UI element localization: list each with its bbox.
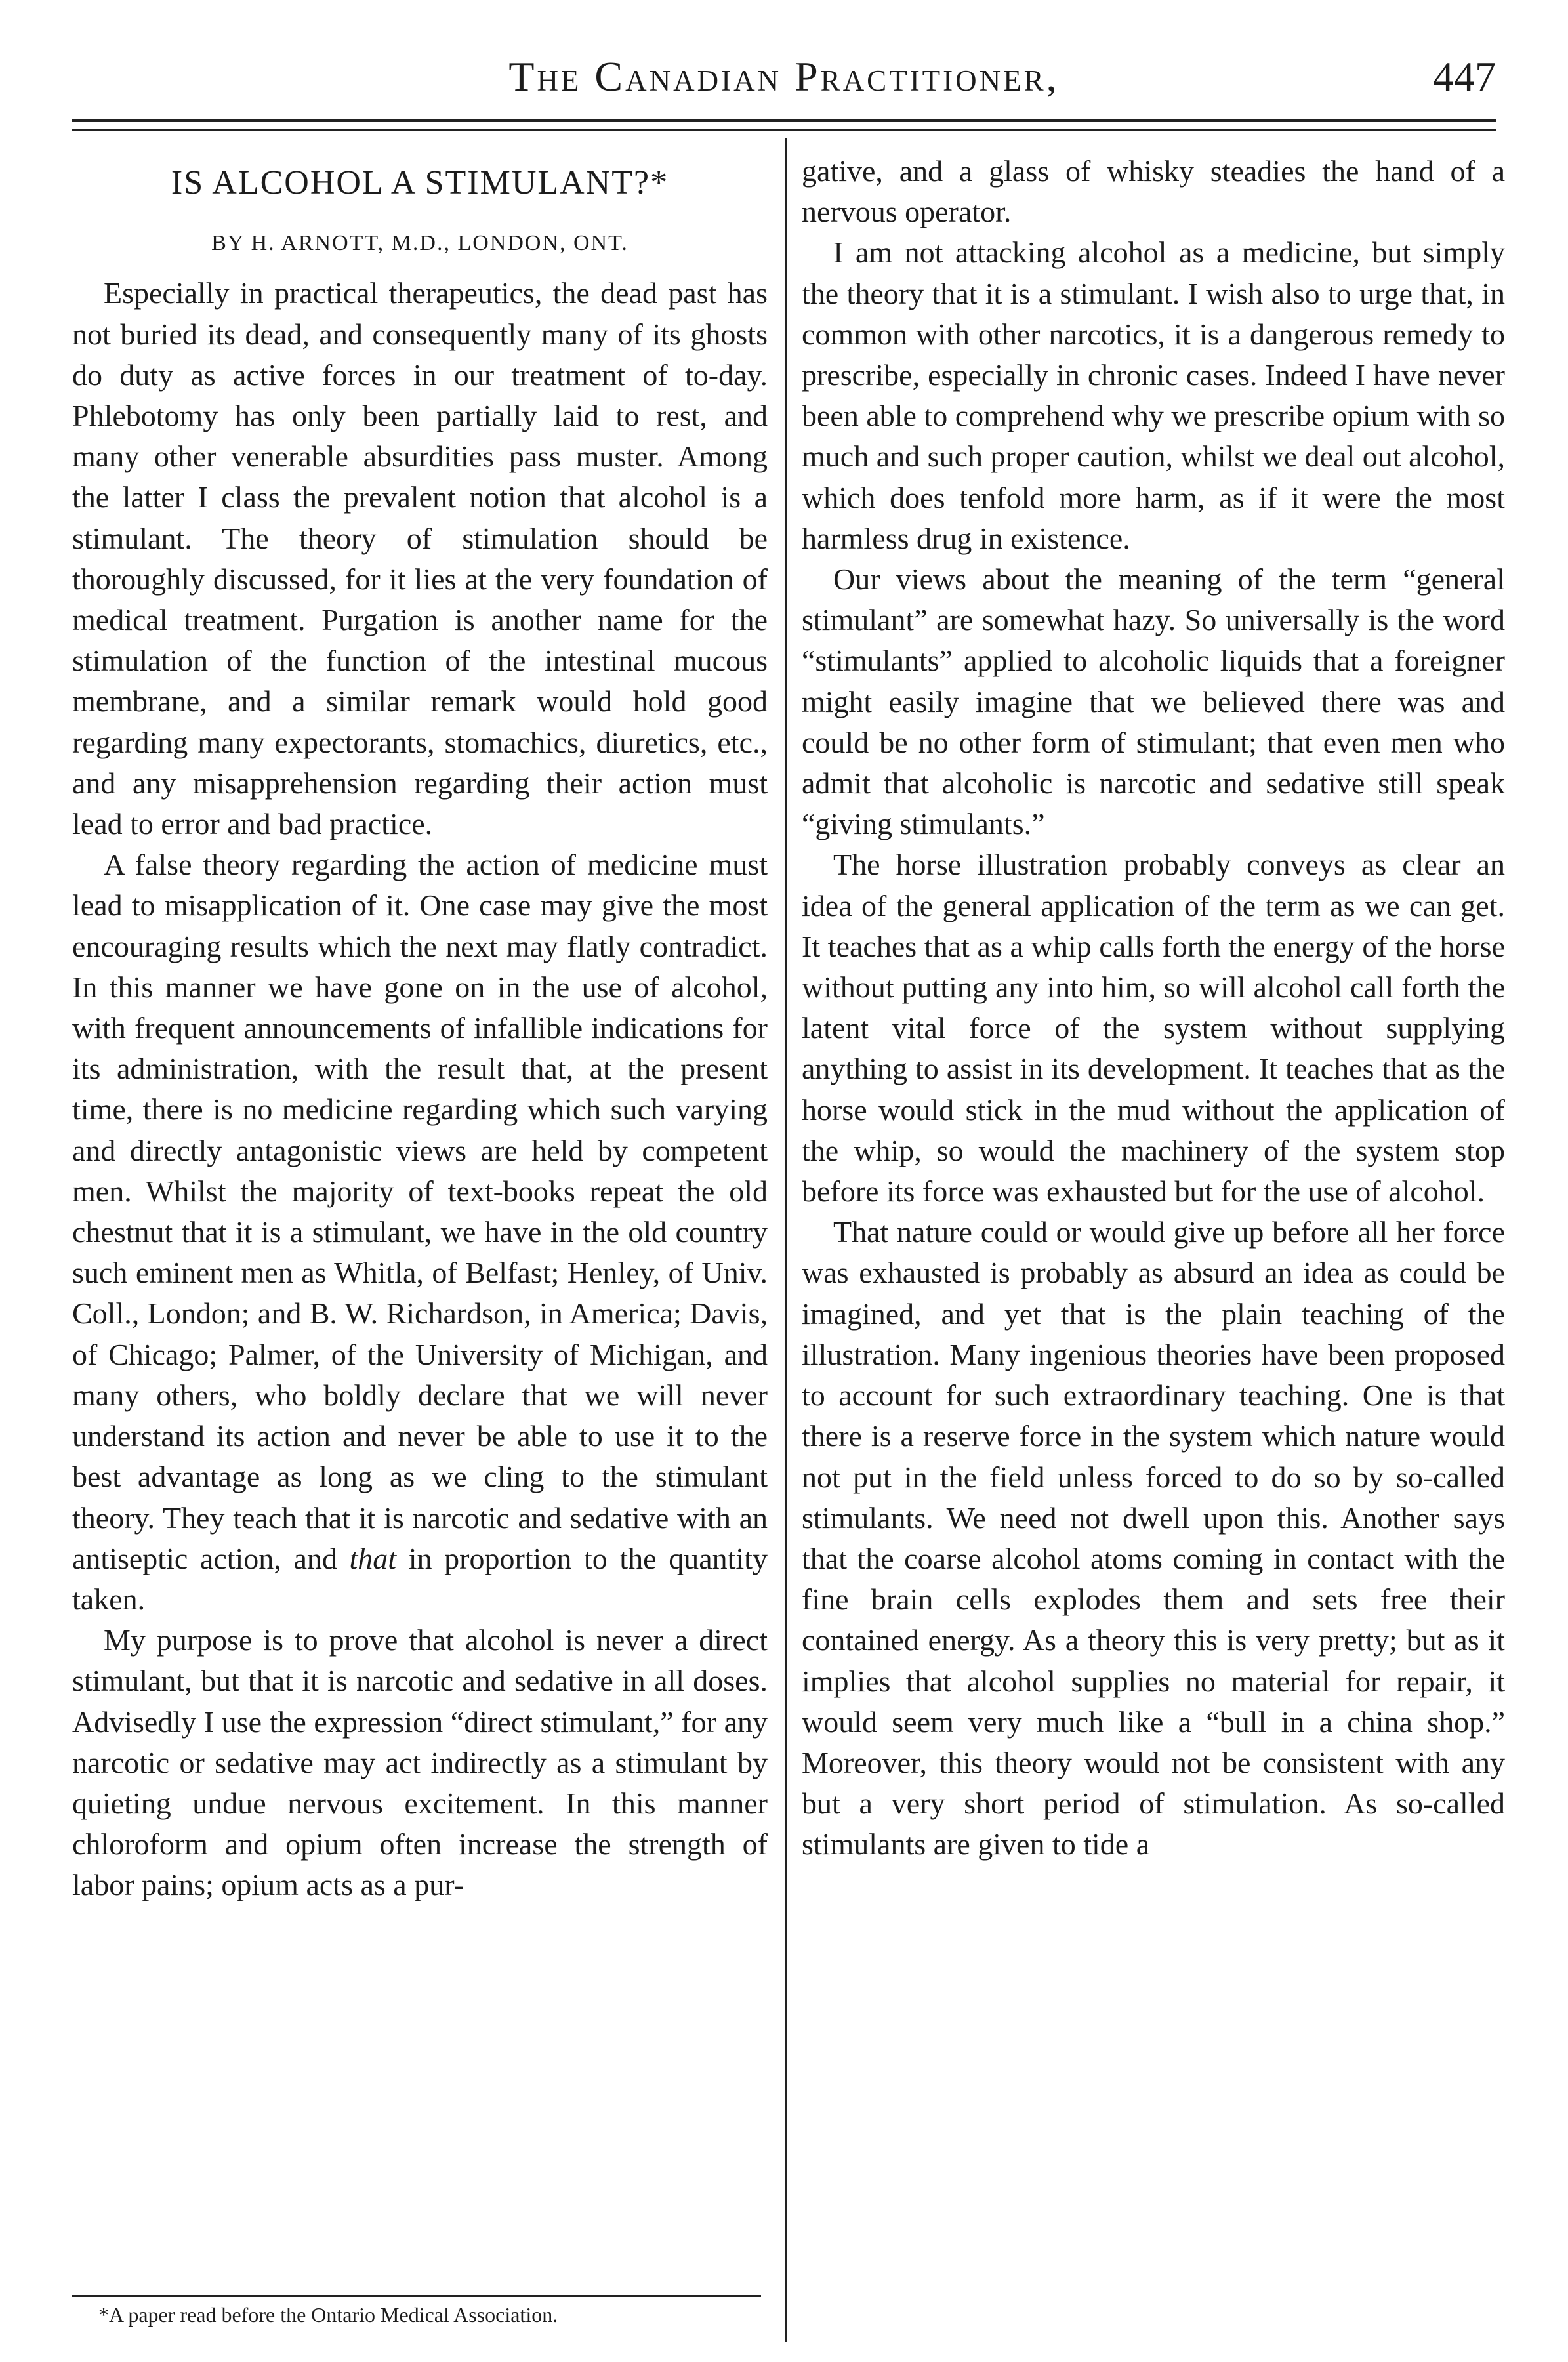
column-divider bbox=[785, 138, 787, 2342]
footnote-rule bbox=[72, 2295, 761, 2297]
right-column bbox=[802, 151, 1505, 1865]
page-header bbox=[72, 52, 1496, 118]
paragraph: Especially in practical therapeutics, the dead past has not buried its dead, and consequently many of its ghosts do duty as active forces in our treatment of to-day. Phlebotomy has only been partially laid to rest, and many other venerable absurdities pass muster. Among the latter I class the prevalent notion that alcohol is a stimulant. The theory of stimulation should be thoroughly discussed, for it lies at the very foundation of medical treatment. Purgation is another name for the stimulation of the function of the intestinal mucous membrane, and a similar remark would hold good regarding many expectorants, stomachics, diuretics, etc., and any misapprehension regarding their action must lead to error and bad practice. bbox=[72, 276, 768, 841]
paragraph: Our views about the meaning of the term “general stimulant” are somewhat hazy. So universally is the word “stimulants” applied to alcoholic liquids that a foreigner might easily imagine that we believed there was and could be no other form of stimulant; that even men who admit that alcoholic is narcotic and sedative still speak “giving stimulants.” bbox=[802, 562, 1505, 841]
paragraph: That nature could or would give up before all her force was exhausted is probably as absurd an idea as could be imagined, and yet that is the plain teaching of the illustration. Many ingenious theories have been proposed to account for such extraordinary teaching. One is that there is a reserve force in the system which nature would not put in the field unless forced to do so by so-called stimulants. We need not dwell upon this. Another says that the coarse alcohol atoms coming in contact with the fine brain cells explodes them and sets free their contained energy. As a theory this is very pretty; but as it implies that alcohol supplies no material for repair, it would seem very much like a “bull in a china shop.” Moreover, this theory would not be consistent with any but a very short period of stimulation. As so-called stimulants are given to tide a bbox=[802, 1215, 1505, 1861]
paragraph: I am not attacking alcohol as a medicine, but simply the theory that it is a stimulant. I wish also to urge that, in common with other narcotics, it is a dangerous remedy to prescribe, especially in chronic cases. Indeed I have never been able to comprehend why we prescribe opium with so much and such proper caution, whilst we deal out alcohol, which does tenfold more harm, as if it were the most harmless drug in existence. bbox=[802, 236, 1505, 555]
paragraph: The horse illustration probably conveys as clear an idea of the general application of the term as we can get. It teaches that as a whip calls forth the energy of the horse without putting any into him, so will alcohol call forth the latent vital force of the system without supplying anything to assist in its development. It teaches that as the horse would stick in the mud without the application of the whip, so would the machinery of the system stop before its force was exhausted but for the use of alcohol. bbox=[802, 848, 1505, 1209]
article-title: IS ALCOHOL A STIMULANT?* bbox=[171, 164, 669, 201]
running-head: The Canadian Practitioner, bbox=[508, 53, 1060, 100]
paragraph-text: A false theory regarding the action of medicine must lead to misapplication of it. One case may give the most encouraging results which the next may flatly contradict. In this manner we have gone on in the use of alcohol, with frequent announcements of infallible indications for its administration, with the result that, at the present time, there is no medicine regarding which such varying and directly antagonistic views are held by competent men. Whilst the majority of text-books repeat the old chestnut that it is a stimulant, we have in the old country such eminent men as Whitla, of Belfast; Henley, of Univ. Coll., London; and B. W. Richardson, in America; Davis, of Chicago; Palmer, of the University of Michigan, and many others, who boldly declare that we will never understand its action and never be able to use it to the best advantage as long as we cling to the stimulant theory. They teach that it is narcotic and sedative with an antiseptic action, and bbox=[72, 848, 768, 1575]
article-byline: BY H. ARNOTT, M.D., LONDON, ONT. bbox=[211, 231, 629, 256]
paragraph bbox=[72, 844, 768, 1620]
header-rule-double bbox=[72, 129, 1496, 131]
emphasis: that bbox=[349, 1541, 397, 1575]
footnote: *A paper read before the Ontario Medical Association. bbox=[98, 2303, 558, 2327]
paragraph: My purpose is to prove that alcohol is never a direct stimulant, but that it is narcotic and sedative in all doses. Advisedly I use the expression “direct stimulant,” for any narcotic or sedative may act indirectly as a stimulant by quieting undue nervous excitement. In this manner chloroform and opium often increase the strength of labor pains; opium acts as a pur- bbox=[72, 1623, 768, 1902]
header-rule bbox=[72, 119, 1496, 122]
left-column bbox=[72, 151, 768, 1906]
page-number: 447 bbox=[1433, 53, 1496, 100]
paragraph-continued: gative, and a glass of whisky steadies the hand of a nervous operator. bbox=[802, 154, 1505, 229]
paragraph-text: in proportion to the quantity taken. bbox=[72, 1541, 768, 1616]
